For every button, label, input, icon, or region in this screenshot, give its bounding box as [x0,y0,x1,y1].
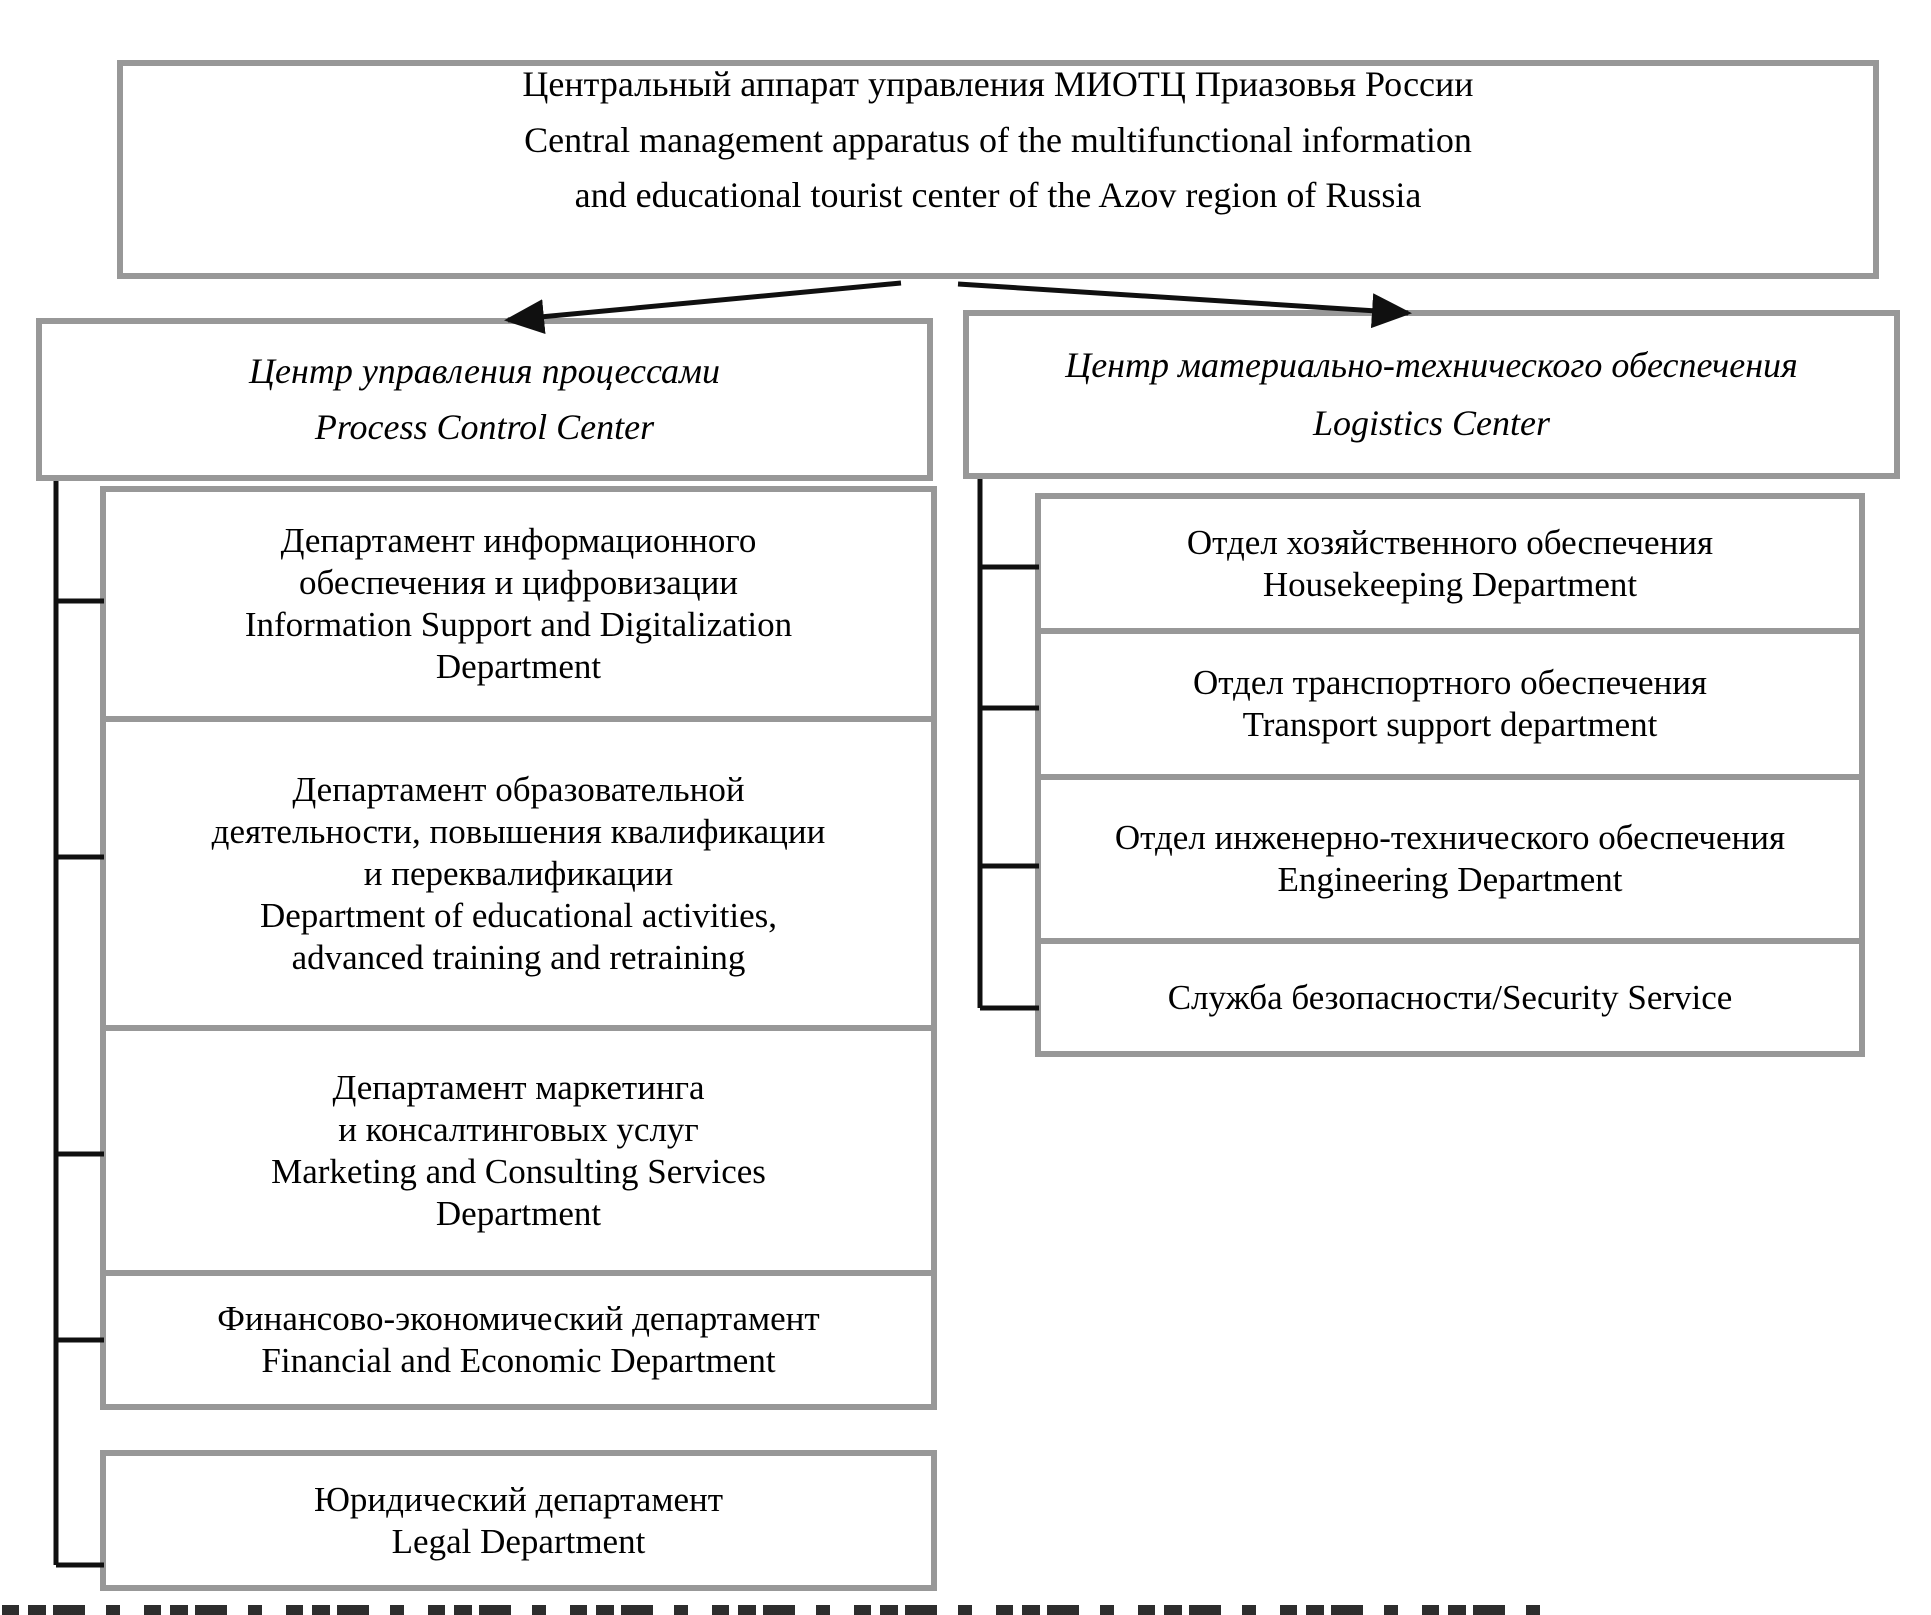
dept-text-line: Отдел инженерно-технического обеспечения [1114,818,1786,857]
clipped-caption-strip [2,1605,1560,1615]
dept-financial-economic-box [100,1270,937,1410]
central-apparatus-title-ru: Центральный аппарат управления МИОТЦ Приазовья России [522,63,1474,104]
dept-security-service-box [1035,938,1865,1057]
central-apparatus-title-en-1: Central management apparatus of the multifunctional information [524,119,1472,160]
logistics-center-label-ru: Центр материально-технического обеспечения [1065,345,1798,386]
dept-text-line: Transport support department [1242,705,1658,744]
dept-text-line: Department [435,647,602,686]
dept-text-line: обеспечения и цифровизации [298,563,739,602]
dept-text-line: Information Support and Digitalization [244,605,793,644]
dept-information-digitalization-box [100,486,937,722]
dept-marketing-consulting-box [100,1025,937,1276]
logistics-center-connector-line [980,479,1039,1008]
dept-text-line: Департамент информационного [280,521,757,560]
dept-text-line: Департамент маркетинга [332,1067,705,1107]
process-control-center-label-ru: Центр управления процессами [248,351,720,392]
dept-text-line: Служба безопасности/Security Service [1167,977,1733,1017]
dept-text-line: Legal Department [391,1521,646,1561]
process-center-connector-line [56,481,104,1565]
dept-text-line: Marketing and Consulting Services [271,1151,766,1191]
dept-engineering-box [1035,774,1865,944]
dept-text-line: Financial and Economic Department [261,1341,776,1380]
central-apparatus-title-en-2: and educational tourist center of the Azov region of Russia [574,175,1422,216]
dept-text-line: Engineering Department [1277,860,1623,899]
dept-text-line: и консалтинговых услуг [338,1109,699,1149]
arrow-to-logistics-center [958,284,1408,313]
dept-text-line: Департамент образовательной [292,769,745,809]
central-apparatus-box [117,60,1879,279]
dept-text-line: Department of educational activities, [259,895,778,935]
dept-transport-support-box [1035,628,1865,780]
dept-text-line: Department [435,1193,602,1233]
dept-text-line: advanced training and retraining [291,937,746,977]
process-control-center-box [36,318,933,481]
dept-text-line: Юридический департамент [313,1479,724,1519]
dept-legal-box [100,1450,937,1591]
dept-text-line: и переквалификации [363,853,674,893]
dept-text-line: Финансово-экономический департамент [217,1299,820,1338]
logistics-center-box [963,310,1900,479]
dept-educational-activities-box [100,716,937,1031]
dept-text-line: Отдел хозяйственного обеспечения [1186,522,1714,562]
dept-text-line: Отдел транспортного обеспечения [1192,663,1708,702]
logistics-center-label-en: Logistics Center [1312,402,1550,443]
arrow-to-process-center [508,283,901,320]
dept-housekeeping-box [1035,493,1865,634]
dept-text-line: Housekeeping Department [1262,564,1638,604]
process-control-center-label-en: Process Control Center [314,406,655,447]
dept-text-line: деятельности, повышения квалификации [211,811,826,851]
